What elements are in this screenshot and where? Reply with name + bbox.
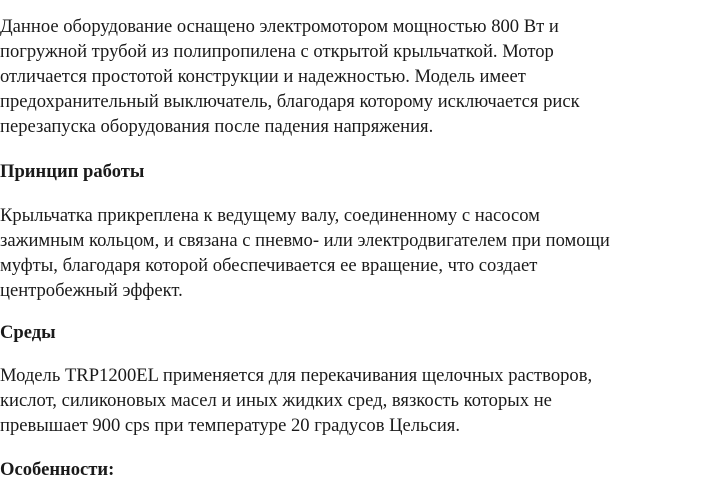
principle-line: муфты, благодаря которой обеспечивается ее вращение, что создает [0,255,538,276]
principle-paragraph [0,203,610,303]
intro-line: отличается простотой конструкции и надежностью. Модель имеет [0,66,526,87]
intro-line: Данное оборудование оснащено электромотором мощностью 800 Вт и [0,16,559,37]
intro-line: перезапуска оборудования после падения напряжения. [0,116,434,137]
media-line: Модель TRP1200EL применяется для перекачивания щелочных растворов, [0,365,593,386]
principle-line: центробежный эффект. [0,280,183,301]
media-heading: Среды [0,322,56,343]
intro-paragraph [0,14,580,139]
intro-line: предохранительный выключатель, благодаря которому исключается риск [0,91,580,112]
media-line: кислот, силиконовых масел и иных жидких сред, вязкость которых не [0,390,552,411]
media-paragraph [0,363,592,438]
media-line: превышает 900 cps при температуре 20 градусов Цельсия. [0,415,460,436]
intro-line: погружной трубой из полипропилена с открытой крыльчаткой. Мотор [0,41,554,62]
principle-line: зажимным кольцом, и связана с пневмо- или электродвигателем при помощи [0,230,610,251]
principle-line: Крыльчатка прикреплена к ведущему валу, соединенному с насосом [0,205,540,226]
features-heading: Особенности: [0,459,115,480]
principle-heading: Принцип работы [0,161,145,182]
